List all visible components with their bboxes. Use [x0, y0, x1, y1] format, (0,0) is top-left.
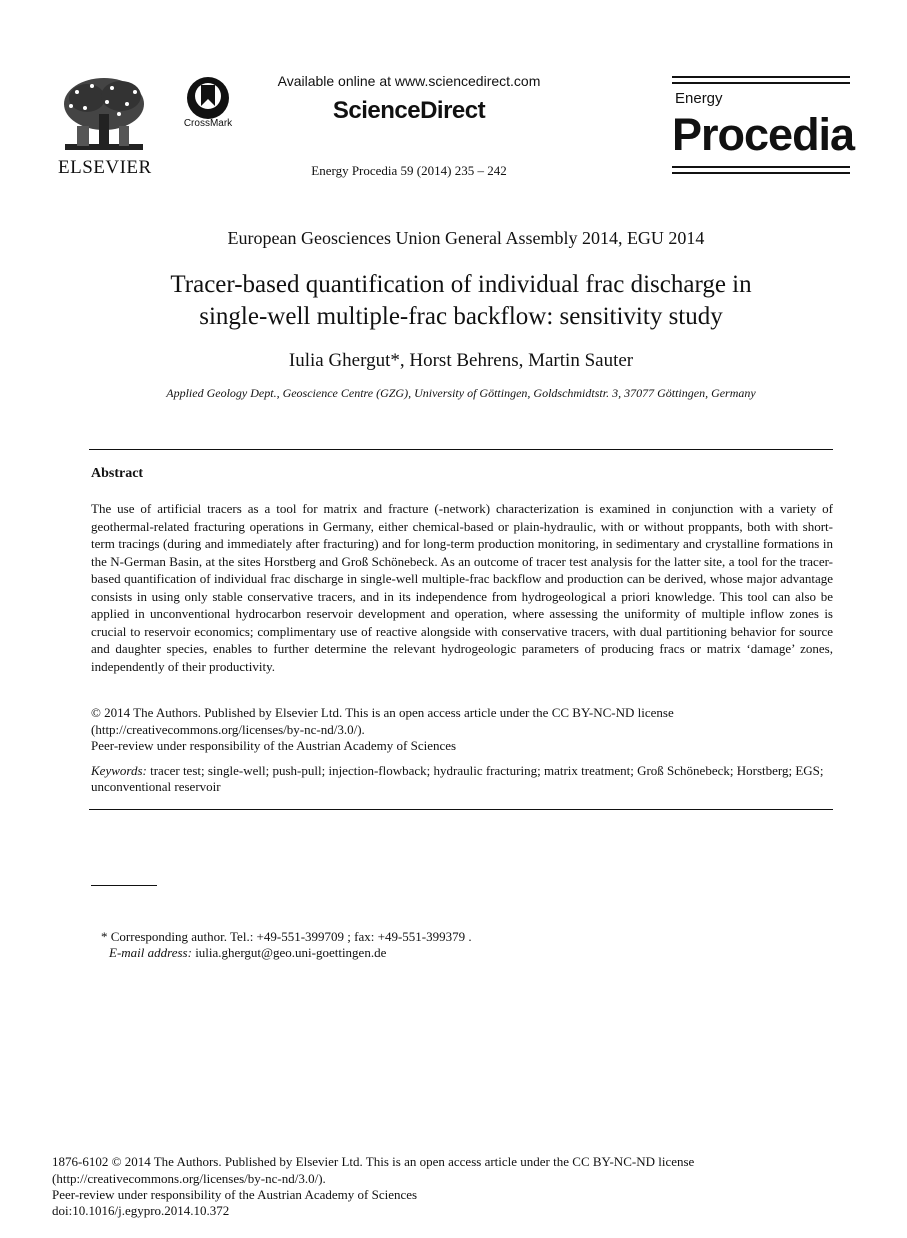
- license-link[interactable]: (http://creativecommons.org/licenses/by-nc-nd/3.0/).: [91, 722, 365, 737]
- journal-logo-procedia: Procedia: [672, 109, 855, 160]
- journal-logo-energy: Energy: [675, 90, 723, 107]
- affiliation: Applied Geology Dept., Geoscience Centre (GZG), University of Göttingen, Goldschmidtstr. 3, 37077 Göttingen, Germany: [166, 386, 756, 400]
- license-line-1: © 2014 The Authors. Published by Elsevier Ltd. This is an open access article under the CC BY-NC-ND license: [91, 705, 674, 720]
- abstract-top-rule: [89, 449, 833, 450]
- title-line-1: Tracer-based quantification of individual frac discharge in: [170, 271, 752, 298]
- footer-peer-review: Peer-review under responsibility of the Austrian Academy of Sciences: [52, 1187, 418, 1202]
- procedia-rule-top: [672, 76, 850, 78]
- crossmark-label: CrossMark: [183, 118, 233, 129]
- procedia-rule-bottom: [672, 166, 850, 168]
- procedia-rule-top-2: [672, 82, 850, 84]
- sciencedirect-logo: ScienceDirect: [332, 97, 486, 124]
- keywords-label: Keywords:: [91, 763, 147, 778]
- keywords-list: tracer test; single-well; push-pull; injection-flowback; hydraulic fracturing; matrix treatment; Groß Schönebeck; Horstberg; EGS; unconventional reservoir: [91, 763, 824, 794]
- abstract-bottom-rule: [89, 809, 833, 810]
- journal-reference: Energy Procedia 59 (2014) 235 – 242: [311, 163, 507, 178]
- abstract-heading: Abstract: [91, 466, 144, 481]
- procedia-rule-bottom-2: [672, 172, 850, 174]
- available-online-text: Available online at www.sciencedirect.com: [277, 73, 541, 89]
- keywords: [91, 763, 833, 795]
- abstract-body: The use of artificial tracers as a tool for matrix and fracture (-network) characterization is examined in conjunction with a variety of geothermal-related fracturing operations in Germany, either chemical-based or plain-hydraulic, with or without proppants, both with short-term tracings (during and immediately after fracturing) and for long-term production monitoring, in sedimentary and crystalline formations in the N-German Basin, at the sites Horstberg and Groß Schönebeck. As an outcome of tracer test analysis for the latter site, a tool for the tracer-based quantification of individual frac discharge in single-well multiple-frac backflow and production can be derived, whose major advantage consists in using only stable conservative tracers, and in its independence from hydrogeological a priori knowledge. This tool can also be applied in unconventional hydrocarbon reservoir development and operation, where assessing the uniformity of multiple inflow zones is crucial to reservoir economics; complimentary use of reactive alongside with conservative tracers, with dual partitioning behavior for source and daughter species, enables to further determine the relevant hydrogeologic parameters of producing fracs or matrix ‘damage’ zones, independently of their productivity.: [91, 501, 833, 674]
- elsevier-tree-logo: [57, 74, 151, 158]
- footer-copyright: 1876-6102 © 2014 The Authors. Published by Elsevier Ltd. This is an open access article under the CC BY-NC-ND license: [52, 1154, 695, 1169]
- article-title: [60, 269, 862, 333]
- peer-review-note: Peer-review under responsibility of the Austrian Academy of Sciences: [91, 738, 457, 753]
- footer-doi[interactable]: doi:10.1016/j.egypro.2014.10.372: [52, 1203, 230, 1218]
- corresponding-author-note: * Corresponding author. Tel.: +49-551-399709 ; fax: +49-551-399379 .: [101, 929, 472, 944]
- author-list: Iulia Ghergut*, Horst Behrens, Martin Sauter: [288, 350, 634, 371]
- title-line-2: single-well multiple-frac backflow: sensitivity study: [199, 303, 723, 330]
- conference-name: European Geosciences Union General Assembly 2014, EGU 2014: [227, 228, 705, 248]
- email-note: [109, 945, 386, 961]
- footnote-rule: [91, 885, 157, 886]
- email-address[interactable]: iulia.ghergut@geo.uni-goettingen.de: [191, 945, 387, 960]
- email-label: E-mail address:: [109, 945, 192, 960]
- elsevier-wordmark: ELSEVIER: [58, 157, 152, 178]
- crossmark-icon[interactable]: [186, 76, 230, 120]
- footer-license-link[interactable]: (http://creativecommons.org/licenses/by-nc-nd/3.0/).: [52, 1171, 326, 1186]
